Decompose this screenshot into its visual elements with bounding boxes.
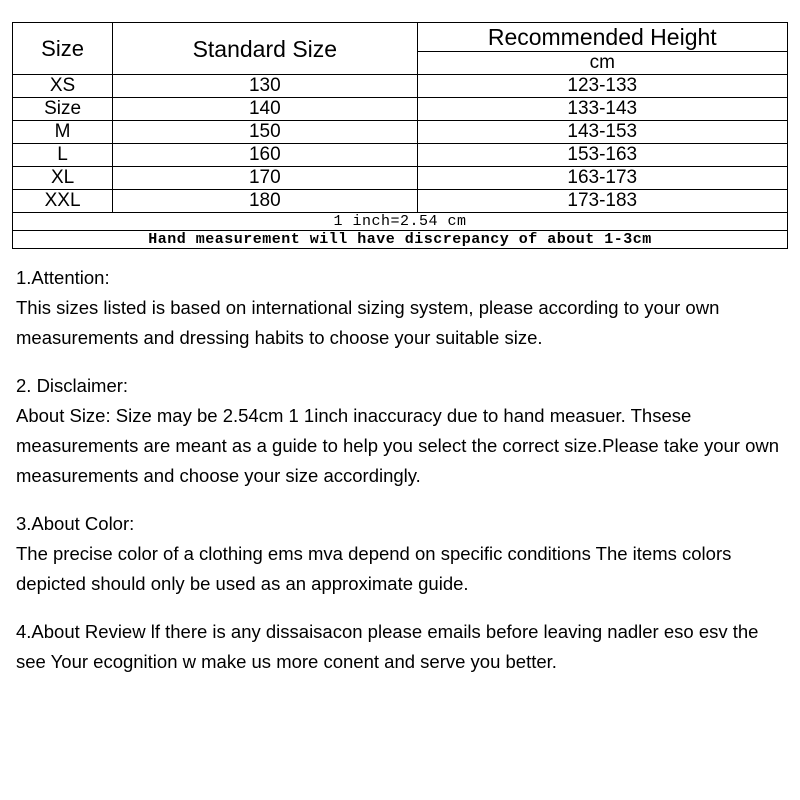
note-body: The precise color of a clothing ems mva depend on specific conditions The items colors depicted should only be used as an approximate guide. xyxy=(16,542,732,594)
cell-standard: 180 xyxy=(113,190,417,213)
cell-height: 163-173 xyxy=(417,167,787,190)
cell-size: Size xyxy=(13,98,113,121)
note-body: This sizes listed is based on international sizing system, please according to your own measurements and dressing habits to choose your suitable size. xyxy=(16,297,720,348)
header-standard-size: Standard Size xyxy=(113,23,417,75)
cell-size: M xyxy=(13,121,113,144)
table-header-row xyxy=(13,23,788,52)
table-row xyxy=(13,167,788,190)
notes-section xyxy=(12,249,788,677)
footnote-hand-measurement: Hand measurement will have discrepancy of about 1-3cm xyxy=(13,231,788,249)
cell-height: 153-163 xyxy=(417,144,787,167)
header-size: Size xyxy=(13,23,113,75)
table-footnote-row xyxy=(13,231,788,249)
table-row xyxy=(13,190,788,213)
cell-height: 133-143 xyxy=(417,98,787,121)
note-disclaimer xyxy=(16,371,784,491)
note-attention xyxy=(16,263,784,353)
cell-standard: 140 xyxy=(113,98,417,121)
cell-size: XXL xyxy=(13,190,113,213)
table-row xyxy=(13,98,788,121)
note-heading: 2. Disclaimer: xyxy=(16,374,129,396)
note-about-color xyxy=(16,509,784,599)
note-heading: 3.About Color: xyxy=(16,512,135,534)
header-recommended-height: Recommended Height xyxy=(417,23,787,52)
table-row xyxy=(13,144,788,167)
note-body: About Size: Size may be 2.54cm 1 1inch inaccuracy due to hand measuer. Thsese measurements are meant as a guide to help you select the correct size.Please take your own measurements and choose your size accordingly. xyxy=(16,404,780,486)
cell-height: 143-153 xyxy=(417,121,787,144)
note-heading: 4.About Review lf there is any dissaisacon please emails before leaving nadler eso esv the see Your ecognition w make us more conent and serve you better. xyxy=(16,620,759,672)
cell-height: 173-183 xyxy=(417,190,787,213)
cell-standard: 150 xyxy=(113,121,417,144)
cell-height: 123-133 xyxy=(417,75,787,98)
table-footnote-row xyxy=(13,213,788,231)
table-row xyxy=(13,121,788,144)
cell-standard: 160 xyxy=(113,144,417,167)
note-heading: 1.Attention: xyxy=(16,267,110,289)
cell-size: XS xyxy=(13,75,113,98)
note-about-review xyxy=(16,617,784,677)
cell-size: XL xyxy=(13,167,113,190)
cell-standard: 170 xyxy=(113,167,417,190)
cell-size: L xyxy=(13,144,113,167)
size-chart-table xyxy=(12,22,788,249)
footnote-inch-conversion: 1 inch=2.54 cm xyxy=(13,213,788,231)
table-row xyxy=(13,75,788,98)
header-height-unit: cm xyxy=(417,52,787,75)
cell-standard: 130 xyxy=(113,75,417,98)
